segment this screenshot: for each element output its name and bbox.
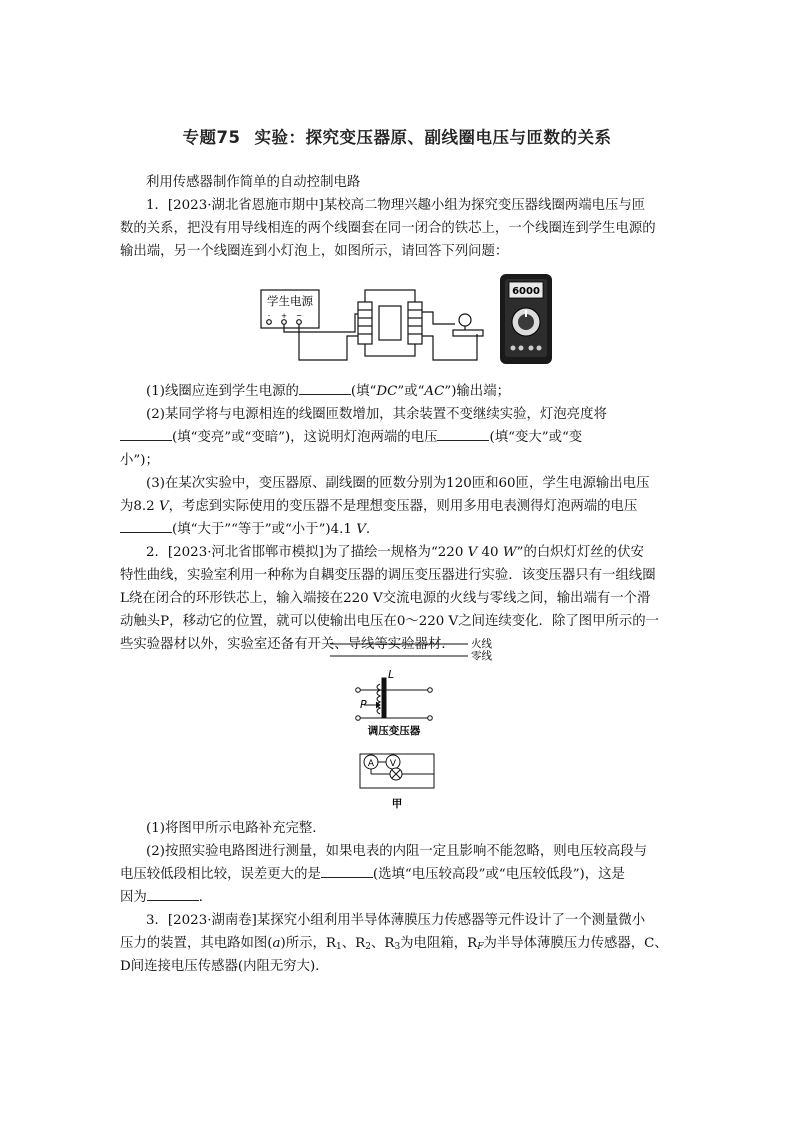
answer-blank[interactable] bbox=[120, 520, 172, 533]
q1-part-1: (1)线圈应连到学生电源的 (填“DC”或“AC”)输出端； bbox=[146, 384, 510, 399]
q3-line-3: D间连接电压传感器(内阻无穷大)． bbox=[120, 959, 329, 974]
figure-label: 甲 bbox=[391, 798, 403, 810]
ammeter-icon: A bbox=[367, 759, 375, 769]
title-text: 实验：探究变压器原、副线圈电压与匝数的关系 bbox=[254, 128, 612, 147]
q2-part-2-line-1: (2)按照实验电路图进行测量，如果电表的内阻一定且影响不能忽略，则电压较高段与 bbox=[146, 844, 648, 859]
q2-line-2: 特性曲线，实验室利用一种称为自耦变压器的调压变压器进行实验．该变压器只有一组线圈 bbox=[120, 568, 656, 583]
power-supply-label: 学生电源 bbox=[267, 294, 313, 308]
title-number: 专题75 bbox=[182, 128, 241, 147]
page-title bbox=[0, 124, 794, 148]
q2-line-4: 动触头P，移动它的位置，就可以使输出电压在0～220 V之间连续变化．除了图甲所示的一 bbox=[120, 614, 660, 629]
q3-line-2: 压力的装置，其电路如图(a)所示，$R_1$、$R_2$、$R_3$为电阻箱，$R_F$为半导体薄膜压力传感器，C、 bbox=[120, 936, 668, 952]
q1-part-3-line-1: (3)在某次实验中，变压器原、副线圈的匝数分别为120匝和60匝，学生电源输出电压 bbox=[146, 476, 650, 491]
q3-line-1: 3．[2023·湖南卷]某探究小组利用半导体薄膜压力传感器等元件设计了一个测量微小 bbox=[146, 913, 646, 928]
multimeter-reading: 6000 bbox=[512, 286, 540, 297]
answer-blank[interactable] bbox=[321, 865, 373, 878]
q1-part-3-line-2: 为8.2 V，考虑到实际使用的变压器不是理想变压器，则用多用电表测得灯泡两端的电压 bbox=[120, 499, 638, 514]
q1-part-2-line-3: 小”)； bbox=[120, 453, 159, 468]
zero-wire-label: 零线 bbox=[471, 650, 492, 662]
answer-blank[interactable] bbox=[299, 382, 351, 395]
slider-label: P bbox=[360, 698, 367, 711]
q2-line-5: 些实验器材以外，实验室还备有开关、导线等实验器材． bbox=[120, 637, 455, 652]
svg-text:-: - bbox=[267, 312, 271, 320]
voltmeter-icon: V bbox=[389, 759, 397, 769]
svg-text:~: ~ bbox=[296, 312, 302, 320]
multimeter-icon bbox=[500, 274, 552, 364]
q1-line-1: 1．[2023·湖北省恩施市期中]某校高二物理兴趣小组为探究变压器线圈两端电压与匝 bbox=[146, 198, 646, 213]
q2-part-1: (1)将图甲所示电路补充完整． bbox=[146, 821, 326, 836]
q2-part-2-line-2: 电压较低段相比较，误差更大的是 (选填“电压较高段”或“电压较低段”)，这是 bbox=[120, 867, 625, 882]
svg-text:+: + bbox=[281, 312, 287, 320]
fire-wire-label: 火线 bbox=[471, 638, 492, 650]
q1-part-2-line-1: (2)某同学将与电源相连的线圈匝数增加，其余装置不变继续实验，灯泡亮度将 bbox=[146, 407, 607, 422]
q1-part-2-line-2: (填“变亮”或“变暗”)，这说明灯泡两端的电压 (填“变大”或“变 bbox=[120, 428, 582, 448]
q2-line-3: L绕在闭合的环形铁芯上，输入端接在220 V交流电源的火线与零线之间，输出端有一个滑 bbox=[120, 591, 651, 606]
coil-label: L bbox=[388, 668, 395, 681]
q1-line-2: 数的关系，把没有用导线相连的两个线圈套在同一闭合的铁芯上，一个线圈连到学生电源的 bbox=[120, 221, 656, 236]
answer-blank[interactable] bbox=[147, 888, 199, 901]
q2-line-1: 2．[2023·河北省邯郸市模拟]为了描绘一规格为“220 V 40 W”的白炽灯灯丝的伏安 bbox=[146, 545, 644, 560]
q1-line-3: 输出端，另一个线圈连到小灯泡上，如图所示，请回答下列问题： bbox=[120, 244, 509, 259]
q1-part-3-line-3: (填“大于”“等于”或“小于”)4.1 V. bbox=[120, 520, 370, 540]
subtitle: 利用传感器制作简单的自动控制电路 bbox=[146, 175, 361, 190]
figure-caption: 调压变压器 bbox=[367, 725, 421, 737]
transformer-circuit-figure bbox=[255, 272, 555, 372]
answer-blank[interactable] bbox=[120, 428, 172, 441]
answer-blank[interactable] bbox=[437, 428, 489, 441]
q2-part-2-line-3: 因为 ． bbox=[120, 890, 213, 905]
autotransformer-figure bbox=[320, 632, 500, 812]
